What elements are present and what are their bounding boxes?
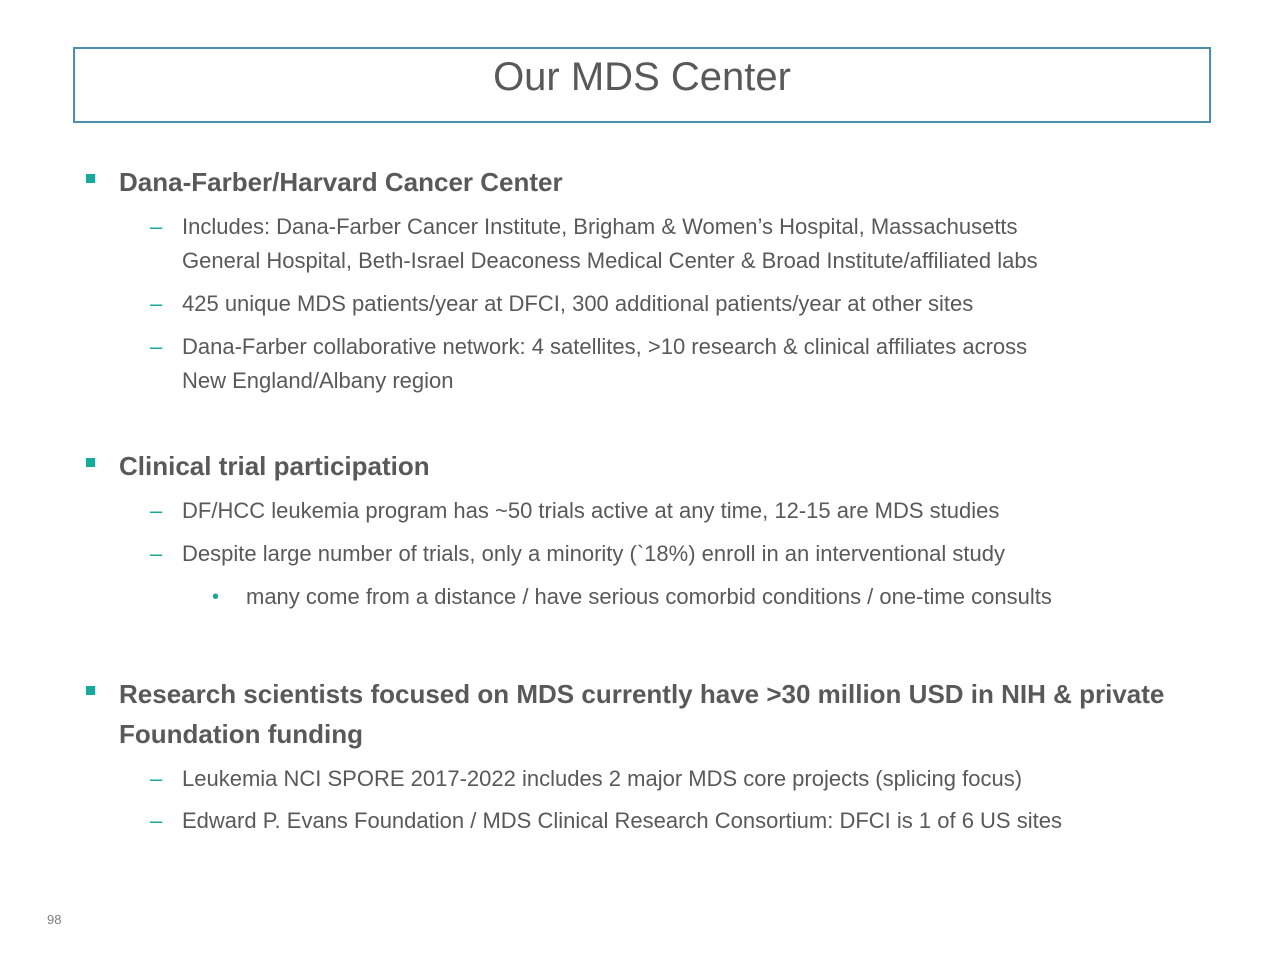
title-box bbox=[73, 47, 1211, 123]
dash-bullet-icon: – bbox=[150, 334, 163, 359]
page-number: 98 bbox=[47, 912, 62, 927]
dash-bullet-icon: – bbox=[150, 291, 163, 316]
square-bullet-icon bbox=[86, 686, 95, 695]
dash-bullet-icon: – bbox=[150, 808, 163, 833]
square-bullet-icon bbox=[86, 174, 95, 183]
dash-bullet-icon: – bbox=[150, 541, 163, 566]
dot-bullet-icon: • bbox=[212, 586, 220, 608]
dash-bullet-icon: – bbox=[150, 766, 163, 791]
slide-title: Our MDS Center bbox=[493, 55, 791, 99]
square-bullet-icon bbox=[86, 458, 95, 467]
dash-bullet-icon: – bbox=[150, 498, 163, 523]
dash-bullet-icon: – bbox=[150, 214, 163, 239]
